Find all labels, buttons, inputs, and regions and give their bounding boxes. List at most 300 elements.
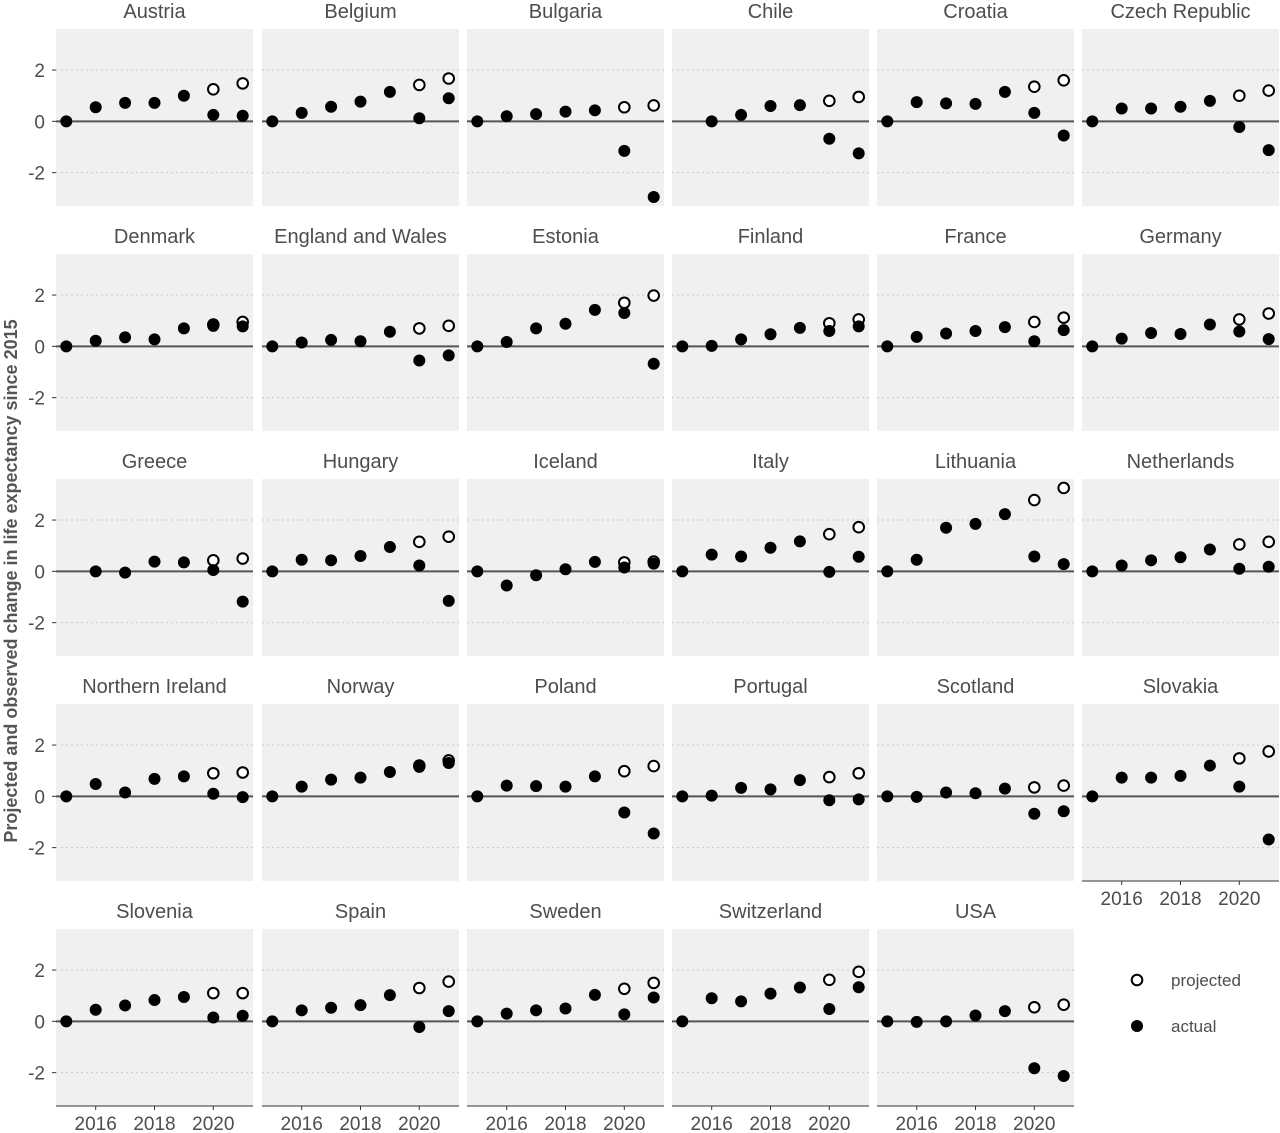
panel-title: USA <box>954 901 997 923</box>
panel-iceland <box>467 451 664 656</box>
actual-point <box>1028 335 1040 347</box>
projected-point <box>443 73 454 84</box>
actual-point <box>90 1004 102 1016</box>
actual-point <box>765 783 777 795</box>
y-tick-label: -2 <box>28 838 45 860</box>
actual-point <box>1145 554 1157 566</box>
actual-point <box>207 788 219 800</box>
x-tick-label: 2018 <box>1159 889 1202 910</box>
y-tick-label: 0 <box>34 1012 45 1034</box>
projected-point <box>414 80 425 91</box>
actual-point <box>1058 324 1070 336</box>
actual-point <box>823 1003 835 1015</box>
actual-point <box>296 781 308 793</box>
actual-point <box>765 328 777 340</box>
actual-point <box>471 1015 483 1027</box>
actual-point <box>178 90 190 102</box>
actual-point <box>940 522 952 534</box>
legend <box>1131 971 1241 1036</box>
panel-scotland <box>877 676 1074 881</box>
projected-point <box>648 100 659 111</box>
actual-point <box>471 340 483 352</box>
actual-point <box>823 794 835 806</box>
actual-point <box>589 770 601 782</box>
x-tick-label: 2016 <box>690 1114 733 1133</box>
projected-point <box>853 522 864 533</box>
actual-point <box>735 109 747 121</box>
actual-point <box>765 100 777 112</box>
actual-point <box>530 1004 542 1016</box>
panel-netherlands <box>1082 451 1279 656</box>
actual-point <box>853 551 865 563</box>
panel-title: Spain <box>334 901 387 923</box>
panel-title: Sweden <box>529 901 602 923</box>
projected-point <box>1029 317 1040 328</box>
actual-point <box>999 783 1011 795</box>
projected-point <box>824 772 835 783</box>
actual-point <box>90 778 102 790</box>
panel-finland <box>672 226 869 431</box>
actual-point <box>471 565 483 577</box>
panel-title: Czech Republic <box>1110 1 1251 23</box>
actual-point <box>266 790 278 802</box>
actual-point <box>648 828 660 840</box>
actual-point <box>1233 325 1245 337</box>
actual-point <box>355 999 367 1011</box>
panel-title: Denmark <box>113 226 196 248</box>
panel-spain <box>262 901 459 1133</box>
projected-point <box>1263 308 1274 319</box>
panel-title: Austria <box>123 1 186 23</box>
actual-point <box>1175 328 1187 340</box>
panel-title: Bulgaria <box>528 1 603 23</box>
actual-point <box>355 550 367 562</box>
x-tick-label: 2020 <box>398 1114 441 1133</box>
projected-point <box>1029 782 1040 793</box>
projected-point <box>648 290 659 301</box>
actual-point <box>940 328 952 340</box>
actual-point <box>1263 833 1275 845</box>
actual-point <box>735 995 747 1007</box>
actual-point <box>237 791 249 803</box>
actual-point <box>1263 333 1275 345</box>
actual-point <box>618 562 630 574</box>
actual-point <box>589 556 601 568</box>
actual-point <box>999 1005 1011 1017</box>
actual-point <box>90 101 102 113</box>
y-tick-label: 2 <box>34 961 45 983</box>
actual-point <box>618 1008 630 1020</box>
actual-point <box>940 97 952 109</box>
actual-point <box>355 335 367 347</box>
actual-point <box>384 989 396 1001</box>
actual-point <box>296 337 308 349</box>
actual-point <box>90 335 102 347</box>
panel-title: Iceland <box>533 451 598 473</box>
actual-point <box>296 107 308 119</box>
actual-point <box>119 567 131 579</box>
actual-point <box>178 556 190 568</box>
actual-point <box>560 1003 572 1015</box>
actual-point <box>413 354 425 366</box>
actual-point <box>530 780 542 792</box>
panel-title: Lithuania <box>934 451 1017 473</box>
actual-point <box>443 595 455 607</box>
actual-point <box>618 307 630 319</box>
actual-point <box>1058 558 1070 570</box>
projected-point <box>1058 75 1069 86</box>
actual-point <box>355 96 367 108</box>
actual-point <box>1145 103 1157 115</box>
panel-northern-ireland <box>28 676 253 881</box>
panel-background <box>262 479 459 656</box>
projected-point <box>237 78 248 89</box>
panel-title: Hungary <box>322 451 399 473</box>
panel-usa <box>877 901 1074 1133</box>
projected-point <box>853 967 864 978</box>
panel-greece <box>28 451 253 656</box>
actual-point <box>501 579 513 591</box>
projected-point <box>1263 746 1274 757</box>
panel-belgium <box>262 1 459 206</box>
actual-point <box>325 334 337 346</box>
panel-hungary <box>262 451 459 656</box>
panel-title: Germany <box>1139 226 1222 248</box>
x-tick-label: 2020 <box>1013 1114 1056 1133</box>
actual-point <box>1204 544 1216 556</box>
actual-point <box>1175 770 1187 782</box>
actual-point <box>560 318 572 330</box>
actual-point <box>119 999 131 1011</box>
actual-point <box>501 780 513 792</box>
projected-point <box>1029 1002 1040 1013</box>
panel-background <box>1082 704 1279 881</box>
actual-point <box>530 569 542 581</box>
panel-background <box>672 29 869 206</box>
projected-point <box>824 529 835 540</box>
actual-point <box>149 556 161 568</box>
y-tick-label: -2 <box>28 613 45 635</box>
actual-point <box>1028 550 1040 562</box>
actual-point <box>970 325 982 337</box>
projected-point <box>1029 81 1040 92</box>
actual-point <box>794 535 806 547</box>
actual-point <box>1086 565 1098 577</box>
actual-point <box>384 326 396 338</box>
actual-point <box>60 1015 72 1027</box>
y-tick-label: 2 <box>34 736 45 758</box>
actual-point <box>1116 103 1128 115</box>
panel-background <box>877 479 1074 656</box>
x-tick-label: 2018 <box>954 1114 997 1133</box>
panel-title: Slovakia <box>1142 676 1219 698</box>
projected-point <box>443 531 454 542</box>
actual-point <box>1263 561 1275 573</box>
panel-background <box>262 929 459 1106</box>
panel-bulgaria <box>467 1 664 206</box>
projected-point <box>648 761 659 772</box>
actual-point <box>589 104 601 116</box>
panel-title: Norway <box>326 676 395 698</box>
x-tick-label: 2018 <box>544 1114 587 1133</box>
actual-point <box>1204 95 1216 107</box>
actual-point <box>501 110 513 122</box>
actual-point <box>119 787 131 799</box>
projected-point <box>1263 537 1274 548</box>
projected-point <box>824 974 835 985</box>
actual-point <box>1116 772 1128 784</box>
panel-title: Scotland <box>936 676 1015 698</box>
actual-point <box>853 981 865 993</box>
panel-title: England and Wales <box>274 226 447 248</box>
actual-point <box>413 1021 425 1033</box>
x-tick-label: 2020 <box>603 1114 646 1133</box>
actual-point <box>266 565 278 577</box>
projected-point <box>1058 999 1069 1010</box>
actual-point <box>648 358 660 370</box>
actual-point <box>618 145 630 157</box>
actual-point <box>207 564 219 576</box>
panel-slovenia <box>28 901 253 1133</box>
actual-point <box>676 565 688 577</box>
panel-england-and-wales <box>262 226 459 431</box>
actual-point <box>765 542 777 554</box>
actual-point <box>60 115 72 127</box>
actual-point <box>970 787 982 799</box>
actual-point <box>940 787 952 799</box>
panel-background <box>56 29 253 206</box>
panel-title: Northern Ireland <box>82 676 227 698</box>
actual-point <box>560 106 572 118</box>
panel-background <box>672 479 869 656</box>
actual-point <box>970 518 982 530</box>
panel-background <box>467 929 664 1106</box>
actual-point <box>207 320 219 332</box>
y-tick-label: 0 <box>34 337 45 359</box>
actual-point <box>237 596 249 608</box>
panel-background <box>877 254 1074 431</box>
projected-point <box>208 768 219 779</box>
actual-point <box>881 340 893 352</box>
panel-czech-republic <box>1082 1 1279 206</box>
actual-point <box>706 340 718 352</box>
actual-point <box>648 991 660 1003</box>
panel-background <box>467 254 664 431</box>
projected-point <box>619 983 630 994</box>
actual-point <box>794 99 806 111</box>
actual-point <box>911 331 923 343</box>
actual-point <box>1175 101 1187 113</box>
actual-point <box>794 322 806 334</box>
projected-point <box>648 978 659 989</box>
actual-point <box>589 989 601 1001</box>
actual-point <box>911 791 923 803</box>
panel-title: Netherlands <box>1126 451 1235 473</box>
actual-point <box>881 790 893 802</box>
actual-point <box>325 101 337 113</box>
panel-title: Belgium <box>324 1 397 23</box>
actual-point <box>119 331 131 343</box>
panel-sweden <box>467 901 664 1133</box>
actual-point <box>384 766 396 778</box>
actual-point <box>266 115 278 127</box>
y-axis-title: Projected and observed change in life expectancy since 2015 <box>1 319 21 843</box>
actual-point <box>384 541 396 553</box>
actual-point <box>911 1016 923 1028</box>
projected-point <box>208 84 219 95</box>
panel-italy <box>672 451 869 656</box>
actual-point <box>1086 115 1098 127</box>
x-tick-label: 2020 <box>192 1114 235 1133</box>
actual-point <box>1058 1070 1070 1082</box>
actual-point <box>999 321 1011 333</box>
actual-point <box>384 86 396 98</box>
actual-point <box>413 761 425 773</box>
x-tick-label: 2016 <box>74 1114 117 1133</box>
legend-projected-marker <box>1132 975 1143 986</box>
panel-estonia <box>467 226 664 431</box>
actual-point <box>443 92 455 104</box>
actual-point <box>443 349 455 361</box>
panel-denmark <box>28 226 253 431</box>
y-tick-label: 0 <box>34 562 45 584</box>
actual-point <box>237 1010 249 1022</box>
actual-point <box>149 97 161 109</box>
actual-point <box>970 98 982 110</box>
y-tick-label: -2 <box>28 388 45 410</box>
actual-point <box>1116 559 1128 571</box>
panel-background <box>262 29 459 206</box>
actual-point <box>207 109 219 121</box>
actual-point <box>648 558 660 570</box>
projected-point <box>1234 539 1245 550</box>
projected-point <box>853 768 864 779</box>
actual-point <box>706 115 718 127</box>
actual-point <box>648 191 660 203</box>
panel-title: France <box>944 226 1007 248</box>
actual-point <box>1233 121 1245 133</box>
y-tick-label: -2 <box>28 1063 45 1085</box>
actual-point <box>1028 808 1040 820</box>
actual-point <box>1204 319 1216 331</box>
actual-point <box>911 554 923 566</box>
actual-point <box>1263 144 1275 156</box>
actual-point <box>413 559 425 571</box>
actual-point <box>178 322 190 334</box>
panel-title: Slovenia <box>116 901 193 923</box>
panel-slovakia <box>1082 676 1279 910</box>
panel-background <box>1082 29 1279 206</box>
actual-point <box>471 790 483 802</box>
actual-point <box>149 333 161 345</box>
actual-point <box>60 340 72 352</box>
actual-point <box>178 770 190 782</box>
panel-title: Poland <box>534 676 597 698</box>
panel-background <box>672 254 869 431</box>
actual-point <box>1028 107 1040 119</box>
panel-background <box>56 704 253 881</box>
actual-point <box>853 147 865 159</box>
actual-point <box>1058 129 1070 141</box>
actual-point <box>881 1015 893 1027</box>
actual-point <box>735 782 747 794</box>
x-tick-label: 2016 <box>895 1114 938 1133</box>
actual-point <box>90 565 102 577</box>
actual-point <box>501 1008 513 1020</box>
x-tick-label: 2020 <box>1218 889 1261 910</box>
panel-poland <box>467 676 664 881</box>
actual-point <box>1233 563 1245 575</box>
actual-point <box>765 988 777 1000</box>
panel-title: Switzerland <box>718 901 823 923</box>
x-tick-label: 2016 <box>280 1114 323 1133</box>
projected-point <box>1029 495 1040 506</box>
actual-point <box>881 115 893 127</box>
actual-point <box>676 790 688 802</box>
actual-point <box>589 304 601 316</box>
legend-label-actual: actual <box>1171 1017 1217 1036</box>
actual-point <box>266 340 278 352</box>
actual-point <box>911 96 923 108</box>
projected-point <box>1234 314 1245 325</box>
projected-point <box>414 323 425 334</box>
projected-point <box>237 988 248 999</box>
actual-point <box>970 1009 982 1021</box>
panel-portugal <box>672 676 869 881</box>
projected-point <box>824 96 835 107</box>
panel-background <box>1082 254 1279 431</box>
actual-point <box>355 772 367 784</box>
actual-point <box>325 554 337 566</box>
actual-point <box>119 97 131 109</box>
projected-point <box>1263 85 1274 96</box>
actual-point <box>178 991 190 1003</box>
actual-point <box>296 554 308 566</box>
y-tick-label: 2 <box>34 511 45 533</box>
projected-point <box>1234 753 1245 764</box>
x-tick-label: 2016 <box>485 1114 528 1133</box>
projected-point <box>1058 312 1069 323</box>
projected-point <box>208 555 219 566</box>
actual-point <box>501 336 513 348</box>
x-tick-label: 2018 <box>339 1114 382 1133</box>
actual-point <box>560 563 572 575</box>
panel-title: Portugal <box>733 676 808 698</box>
panel-france <box>877 226 1074 431</box>
actual-point <box>1086 340 1098 352</box>
actual-point <box>237 320 249 332</box>
actual-point <box>560 781 572 793</box>
y-tick-label: -2 <box>28 163 45 185</box>
panel-background <box>877 29 1074 206</box>
actual-point <box>706 992 718 1004</box>
actual-point <box>853 320 865 332</box>
panel-title: Italy <box>752 451 789 473</box>
actual-point <box>676 1015 688 1027</box>
projected-point <box>443 321 454 332</box>
actual-point <box>676 340 688 352</box>
y-tick-label: 0 <box>34 787 45 809</box>
actual-point <box>1233 781 1245 793</box>
actual-point <box>413 112 425 124</box>
actual-point <box>735 333 747 345</box>
actual-point <box>237 110 249 122</box>
projected-point <box>443 976 454 987</box>
actual-point <box>706 790 718 802</box>
y-tick-label: 2 <box>34 286 45 308</box>
x-tick-label: 2018 <box>133 1114 176 1133</box>
actual-point <box>794 981 806 993</box>
